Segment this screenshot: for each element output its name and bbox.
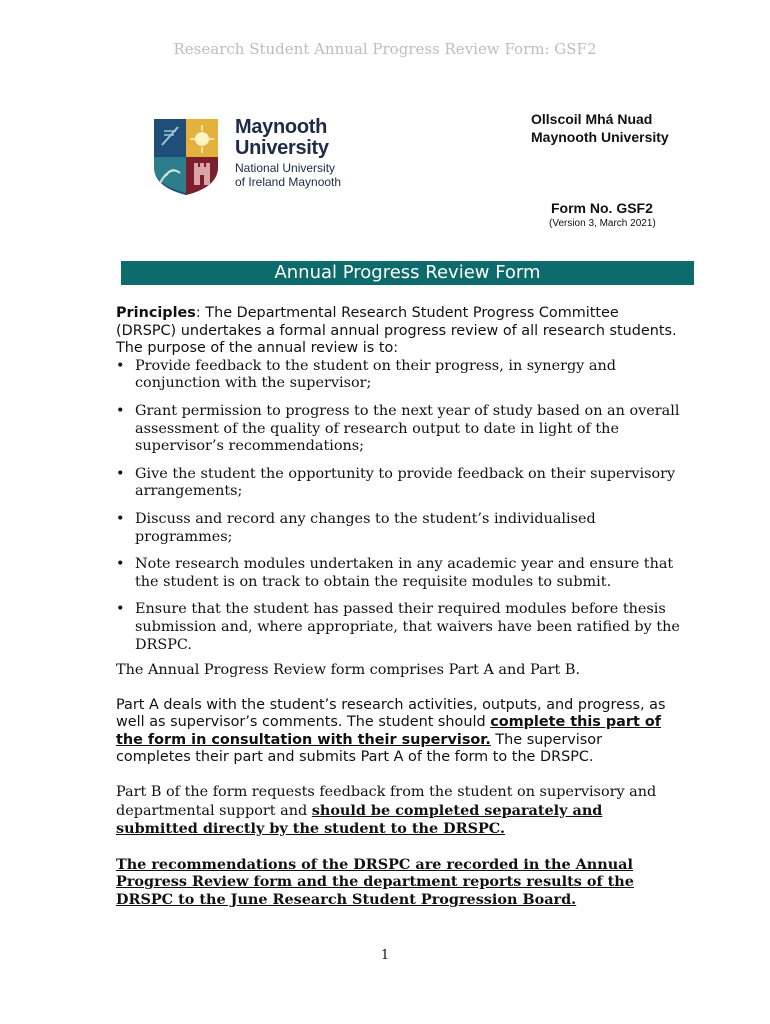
running-header: Research Student Annual Progress Review Form: GSF2 (173, 40, 597, 58)
form-number: Form No. GSF2 (551, 200, 653, 216)
institution-name (531, 110, 669, 146)
list-item: • Give the student the opportunity to provide feedback on their supervisory arrangements; (116, 465, 676, 500)
university-logo (152, 117, 352, 197)
part-b-emphasis: should be completed separately and submitted directly by the student to the DRSPC. (116, 801, 603, 838)
list-item: • Provide feedback to the student on their progress, in synergy and conjunction with the supervisor; (116, 357, 616, 392)
purpose-list (116, 358, 681, 654)
logo-name-line2: University (235, 137, 329, 159)
list-item: • Discuss and record any changes to the student’s individualised programmes; (116, 510, 596, 545)
list-item: • Ensure that the student has passed their required modules before thesis submission and, where appropriate, that waivers have been ratified by the DRSPC. (116, 601, 680, 653)
document-body (116, 305, 681, 909)
principles-label: Principles (116, 305, 196, 321)
list-item: • Grant permission to progress to the next year of study based on an overall assessment of the quality of research output to date in light of the supervisor’s recommendations; (116, 402, 680, 455)
principles-intro: : The Departmental Research Student Progress Committee (DRSPC) undertakes a formal annual progress review of all research students. The purpose of the annual review is to: (116, 305, 677, 357)
principles-paragraph (116, 305, 681, 358)
page-number: 1 (380, 948, 390, 963)
english-name: Maynooth University (531, 129, 669, 145)
logo-sub-line2: of Ireland Maynooth (235, 175, 342, 189)
list-item: • Note research modules undertaken in any academic year and ensure that the student is on track to obtain the requisite modules to submit. (116, 556, 674, 590)
form-version: (Version 3, March 2021) (549, 218, 656, 229)
part-b-paragraph: Part B of the form requests feedback from the student on supervisory and departmental support and should be completed separately and submitted directly by the student to the DRSPC. (116, 784, 657, 838)
logo-sub-line1: National University (235, 161, 336, 175)
form-title: Annual Progress Review Form (274, 262, 541, 283)
logo-name-line1: Maynooth (235, 116, 328, 138)
recommendations-paragraph: The recommendations of the DRSPC are recorded in the Annual Progress Review form and the department reports results of the DRSPC to the June Research Student Progression Board. (116, 855, 634, 909)
part-a-paragraph: Part A deals with the student’s research activities, outputs, and progress, as well as supervisor’s comments. The student should complete this part of the form in consultation with their supervisor. The supervisor completes their part and submits Part A of the form to the DRSPC. (116, 696, 666, 766)
comprises-paragraph: The Annual Progress Review form comprises Part A and Part B. (116, 662, 581, 679)
form-title-bar (121, 261, 694, 285)
part-a-emphasis: complete this part of the form in consultation with their supervisor. (116, 714, 662, 748)
crest-icon (152, 117, 220, 197)
irish-name: Ollscoil Mhá Nuad (531, 111, 653, 127)
